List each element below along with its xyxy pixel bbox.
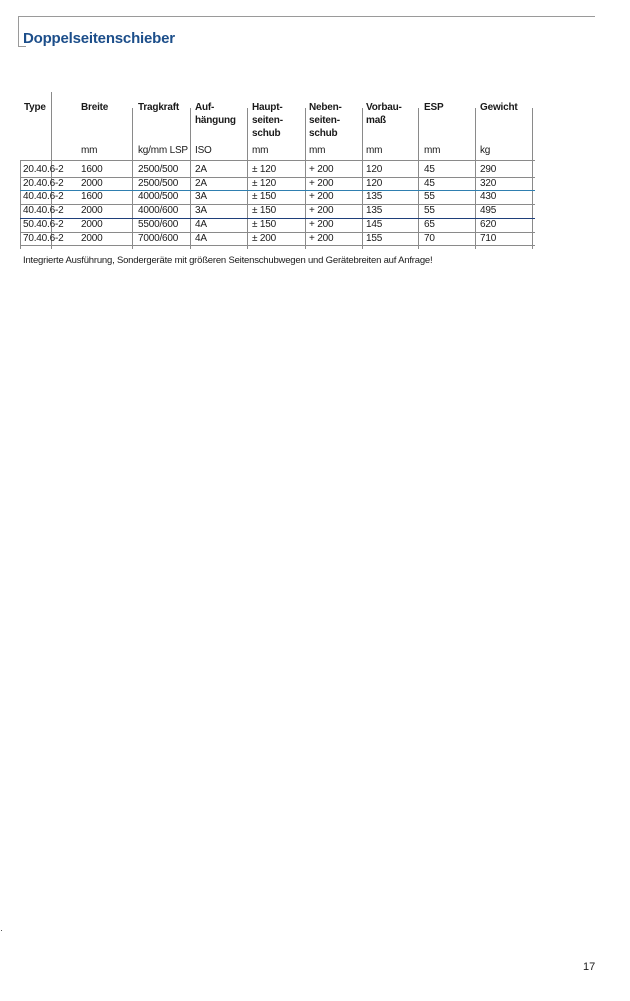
column-header: Type <box>24 102 46 113</box>
table-cell: 3A <box>195 205 207 217</box>
column-header: seiten- <box>252 115 283 126</box>
table-cell: 2500/500 <box>138 177 179 189</box>
table-cell: + 200 <box>309 191 334 203</box>
table-cell: 2000 <box>81 232 103 244</box>
page-number: 17 <box>583 961 596 973</box>
table-cell: 135 <box>366 205 383 217</box>
column-header: Gewicht <box>480 102 518 113</box>
column-rule <box>305 108 306 249</box>
table-cell: + 200 <box>309 218 334 230</box>
table-cell: 135 <box>366 191 383 203</box>
table-cell: 45 <box>424 177 435 189</box>
table-cell: 4A <box>195 218 207 230</box>
table-cell: 7000/600 <box>138 232 179 244</box>
table-cell: 120 <box>366 177 383 189</box>
table-cell: 4000/600 <box>138 205 179 217</box>
table-cell: 2000 <box>81 177 103 189</box>
table-cell: 20.40.6-2 <box>23 164 64 175</box>
table-cell: 495 <box>480 205 497 217</box>
table-cell: 70.40.6-2 <box>23 232 64 244</box>
table-cell: 290 <box>480 164 497 175</box>
column-header: maß <box>366 115 386 126</box>
top-rule <box>18 16 595 17</box>
table-cell: 1600 <box>81 164 103 175</box>
column-header: Vorbau- <box>366 102 402 113</box>
title-bracket-vertical <box>18 16 19 46</box>
column-rule <box>190 108 191 249</box>
table-cell: ± 120 <box>252 164 276 175</box>
column-header: Breite <box>81 102 109 113</box>
column-header: Auf- <box>195 102 215 113</box>
unit-label: mm <box>424 145 441 156</box>
table-cell: 710 <box>480 232 497 244</box>
table-cell: ± 150 <box>252 205 276 217</box>
column-header: schub <box>252 128 281 139</box>
column-header: Neben- <box>309 102 342 113</box>
column-header: Haupt- <box>252 102 283 113</box>
table-cell: + 200 <box>309 205 334 217</box>
table-cell: 145 <box>366 218 383 230</box>
page-title: Doppelseitenschieber <box>23 30 175 47</box>
column-rule <box>132 108 133 249</box>
table-cell: 55 <box>424 205 435 217</box>
table-cell: 1600 <box>81 191 103 203</box>
unit-label: ISO <box>195 145 212 156</box>
table-cell: 320 <box>480 177 497 189</box>
table-cell: 5500/600 <box>138 218 179 230</box>
column-rule <box>532 108 533 249</box>
column-header: schub <box>309 128 338 139</box>
column-rule <box>247 108 248 249</box>
column-header: ESP <box>424 102 444 113</box>
table-cell: 70 <box>424 232 435 244</box>
table-cell: 2A <box>195 164 207 175</box>
column-header: Tragkraft <box>138 102 179 113</box>
table-cell: + 200 <box>309 177 334 189</box>
column-header: seiten- <box>309 115 340 126</box>
table-cell: 2500/500 <box>138 164 179 175</box>
table-cell: 45 <box>424 164 435 175</box>
unit-label: kg/mm LSP <box>138 145 188 156</box>
unit-label: mm <box>309 145 326 156</box>
table-cell: 3A <box>195 191 207 203</box>
table-cell: 620 <box>480 218 497 230</box>
table-cell: 430 <box>480 191 497 203</box>
table-cell: 2000 <box>81 205 103 217</box>
margin-dot <box>1 930 2 931</box>
header-rule <box>20 160 535 161</box>
unit-label: mm <box>366 145 383 156</box>
table-cell: ± 150 <box>252 218 276 230</box>
column-header: hängung <box>195 115 236 126</box>
column-rule <box>418 108 419 249</box>
table-cell: 50.40.6-2 <box>23 218 64 230</box>
table-cell: 155 <box>366 232 383 244</box>
row-rule <box>20 245 535 246</box>
column-rule <box>475 108 476 249</box>
unit-label: mm <box>252 145 269 156</box>
table-cell: 120 <box>366 164 383 175</box>
table-cell: 4000/500 <box>138 191 179 203</box>
table-cell: 2000 <box>81 218 103 230</box>
table-cell: 20.40.6-2 <box>23 177 64 189</box>
column-rule <box>362 108 363 249</box>
footnote: Integrierte Ausführung, Sondergeräte mit größeren Seitenschubwegen und Gerätebreiten auf Anfrage! <box>23 255 433 266</box>
table-cell: + 200 <box>309 164 334 175</box>
unit-label: kg <box>480 145 491 156</box>
table-cell: 40.40.6-2 <box>23 205 64 217</box>
table-cell: 2A <box>195 177 207 189</box>
table-cell: + 200 <box>309 232 334 244</box>
table-cell: ± 150 <box>252 191 276 203</box>
table-cell: ± 120 <box>252 177 276 189</box>
unit-label: mm <box>81 145 98 156</box>
table-cell: 4A <box>195 232 207 244</box>
table-cell: 55 <box>424 191 435 203</box>
table-cell: 40.40.6-2 <box>23 191 64 203</box>
table-cell: ± 200 <box>252 232 276 244</box>
table-cell: 65 <box>424 218 435 230</box>
